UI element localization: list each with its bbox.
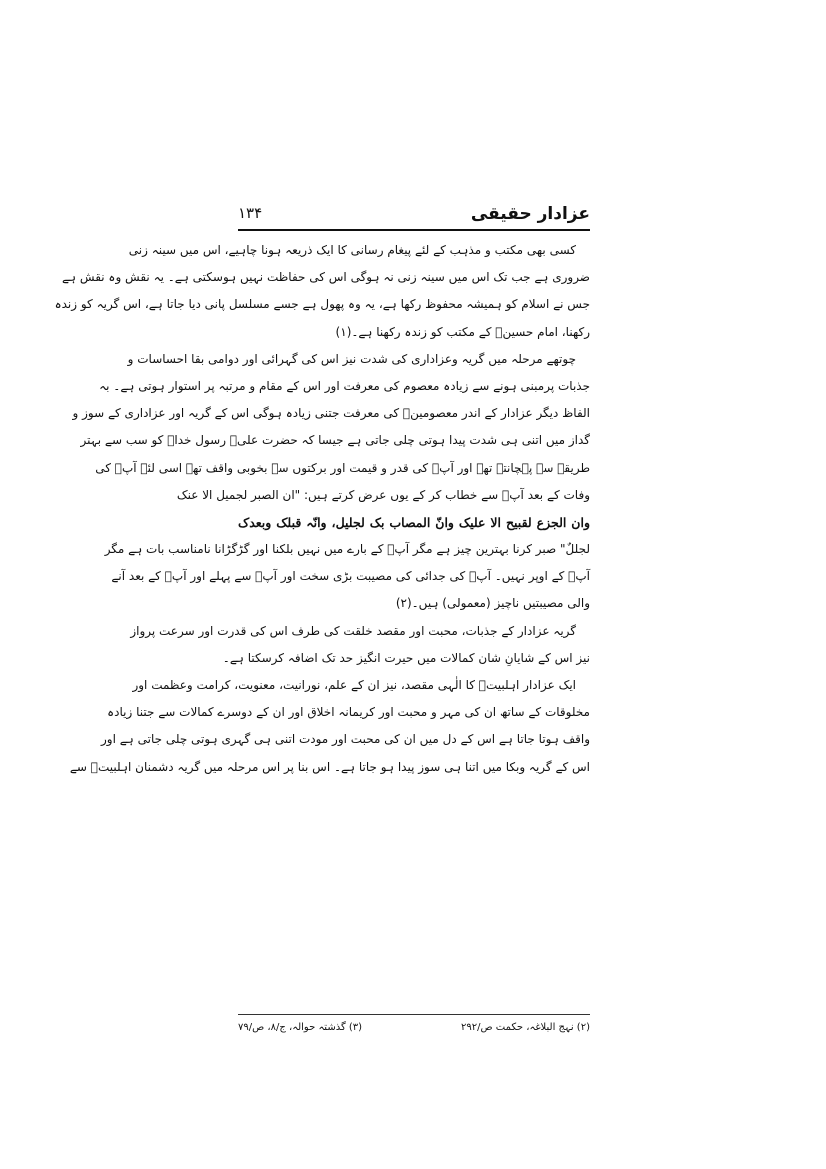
footnote-divider: [238, 1014, 590, 1015]
page-number: ۱۳۴: [238, 204, 263, 222]
text-line: الفاظ دیگر عزادار کے اندر معصومینؑ کی معرفت جتنی زیادہ ہوگی اس کے گریہ اور عزاداری کے سوز و: [72, 406, 590, 421]
text-line: گریہ عزادار کے جذبات، محبت اور مقصد خلقت کی طرف اس کی قدرت اور سرعت پرواز: [130, 623, 576, 638]
text-line: والی مصیبتیں ناچیز (معمولی) ہیں۔(۲): [395, 596, 590, 611]
arabic-quote-line: وان الجزع لقبیح الا علیک وانّ المصاب بک لجلیل، وانّہ قبلک وبعدک: [238, 514, 590, 530]
text-line: آپؐ کے اوپر نہیں۔ آپؐ کی جدائی کی مصیبت بڑی سخت اور آپؐ سے پہلے اور آپؐ کے بعد آنے: [111, 569, 590, 584]
text-line: چوتھے مرحلہ میں گریہ وعزاداری کی شدت نیز اس کی گہرائی اور دوامی بقا احساسات و: [127, 351, 576, 366]
footnotes: [238, 1022, 590, 1042]
text-line: مخلوقات کے ساتھ ان کی مہر و محبت اور کریمانہ اخلاق اور ان کے دوسرے کمالات سے جتنا زیادہ: [107, 705, 590, 720]
text-line: جذبات پرمبنی ہونے سے زیادہ معصوم کی معرفت اور اس کے مقام و مرتبہ پر استوار ہوتی ہے۔ بہ: [99, 378, 590, 393]
text-line: گداز میں اتنی ہی شدت پیدا ہوتی چلی جاتی ہے جیسا کہ حضرت علیؑ رسول خداؐ کو سب سے بہتر: [80, 433, 590, 448]
page-header: [238, 204, 590, 226]
body-text: [54, 237, 590, 781]
text-line: لجللٌ" صبر کرنا بہترین چیز ہے مگر آپؐ کے بارے میں نہیں بلکنا اور گڑگڑانا نامناسب بات ہے مگر: [104, 542, 590, 557]
text-line: نیز اس کے شایانِ شان کمالات میں حیرت انگیز حد تک اضافہ کرسکتا ہے۔: [222, 650, 590, 665]
text-line: وفات کے بعد آپؐ سے خطاب کر کے یوں عرض کرتے ہیں: "ان الصبر لجمیل الا عنک: [176, 487, 590, 502]
text-line: واقف ہوتا جاتا ہے اس کے دل میں ان کی محبت اور مودت اتنی ہی گہری ہوتی چلی جاتی ہے اور: [101, 732, 590, 747]
text-line: کسی بھی مکتب و مذہب کے لئے پیغام رسانی کا ایک ذریعہ ہونا چاہیے، اس میں سینہ زنی: [128, 243, 576, 257]
running-title: عزادار حقیقی: [470, 204, 590, 224]
text-line: طریقہ سے پہچانتے تھے اور آپؐ کی قدر و قیمت اور برکتوں سے بخوبی واقف تھے اسی لئے آپؐ کی: [95, 460, 590, 475]
header-divider: [238, 229, 590, 231]
footnote: (۳) گذشتہ حوالہ، ج/۸، ص/۷۹: [238, 1022, 363, 1033]
text-line: اس کے گریہ وبکا میں اتنا ہی سوز پیدا ہو جاتا ہے۔ اس بنا پر اس مرحلہ میں گریہ دشمنان اہلبیتؑ سے: [69, 759, 590, 774]
text-line: جس نے اسلام کو ہمیشہ محفوظ رکھا ہے، یہ وہ پھول ہے جسے مسلسل پانی دیا جاتا ہے، اس گریہ کو زندہ: [54, 297, 590, 312]
footnote: (۲) نہج البلاغہ، حکمت ص/۲۹۲: [460, 1022, 590, 1033]
text-line: رکھنا، امام حسینؑ کے مکتب کو زندہ رکھنا ہے۔(۱): [335, 324, 590, 339]
text-line: ضروری ہے جب تک اس میں سینہ زنی نہ ہوگی اس کی حفاظت نہیں ہوسکتی ہے۔ یہ نقش وہ نقش ہے: [62, 270, 590, 285]
text-line: ایک عزادار اہلبیتؑ کا الٰہی مقصد، نیز ان کے علم، نورانیت، معنویت، کرامت وعظمت اور: [132, 678, 576, 692]
